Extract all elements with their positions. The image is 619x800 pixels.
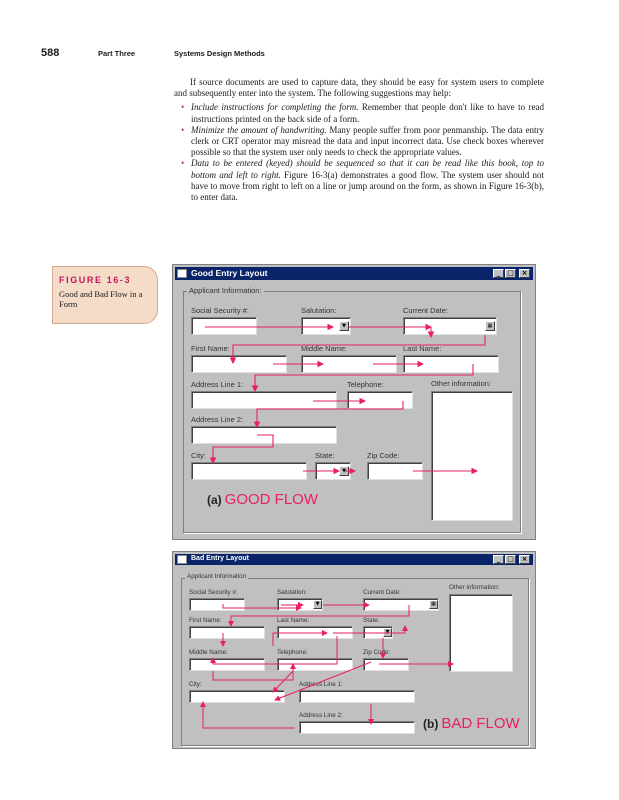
intro-paragraph: If source documents are used to capture data, they should be easy for system users to complete and subsequently enter into the system. The following suggestions may help: bbox=[174, 77, 544, 99]
page-number: 588 bbox=[41, 47, 60, 59]
address-line1-field[interactable] bbox=[299, 690, 415, 703]
good-flow-text: GOOD FLOW bbox=[224, 491, 319, 508]
bad-entry-window bbox=[172, 551, 536, 749]
salutation-dropdown-icon[interactable]: ▼ bbox=[339, 321, 349, 331]
app-icon bbox=[177, 555, 187, 564]
state-label: State: bbox=[315, 451, 335, 460]
ssn-label: Social Security #: bbox=[191, 306, 249, 315]
zip-code-label: Zip Code: bbox=[363, 649, 391, 656]
calendar-icon[interactable]: ▦ bbox=[429, 600, 438, 609]
bullet-text: Many people suffer from poor penmanship. The data entry clerk or CRT operator may misread the data and input incorrect data. Use check boxes wherever possible so that the system user only needs to check the appropriate values. bbox=[191, 124, 545, 158]
ssn-field[interactable] bbox=[189, 598, 245, 611]
good-window-titlebar bbox=[175, 267, 533, 280]
salutation-label: Salutation: bbox=[301, 306, 337, 315]
bad-window-titlebar bbox=[175, 554, 533, 565]
address-line2-field[interactable] bbox=[191, 426, 337, 444]
bullet-text: Remember that people don't like to have to read instructions printed on the back side of a form. bbox=[191, 102, 544, 124]
state-dropdown-icon[interactable]: ▼ bbox=[339, 466, 349, 476]
city-label: City: bbox=[191, 451, 206, 460]
first-name-label: First Name: bbox=[191, 344, 230, 353]
ssn-label: Social Security #: bbox=[189, 589, 238, 596]
address-line1-label: Address Line 1: bbox=[299, 681, 343, 688]
last-name-label: Last Name: bbox=[277, 617, 310, 624]
figure-caption: Good and Bad Flow in a Form bbox=[59, 289, 143, 309]
bad-flow-label bbox=[423, 715, 520, 732]
maximize-icon[interactable]: □ bbox=[505, 555, 516, 564]
address-line2-label: Address Line 2: bbox=[191, 415, 244, 424]
state-label: State: bbox=[363, 617, 380, 624]
minimize-icon[interactable]: _ bbox=[493, 555, 504, 564]
last-name-label: Last Name: bbox=[403, 344, 442, 353]
city-field[interactable] bbox=[191, 462, 307, 480]
last-name-field[interactable] bbox=[403, 355, 499, 373]
bullet-item bbox=[191, 125, 544, 159]
current-date-label: Current Date: bbox=[363, 589, 401, 596]
bullet-item bbox=[191, 158, 544, 203]
salutation-label: Salutation: bbox=[277, 589, 307, 596]
good-flow-label bbox=[207, 491, 318, 508]
address-line1-field[interactable] bbox=[191, 391, 337, 409]
address-line2-label: Address Line 2: bbox=[299, 712, 343, 719]
other-info-label: Other information: bbox=[449, 584, 500, 591]
zip-code-field[interactable] bbox=[363, 658, 409, 671]
calendar-icon[interactable]: ▦ bbox=[485, 321, 495, 331]
telephone-label: Telephone: bbox=[347, 380, 384, 389]
close-icon[interactable]: × bbox=[519, 269, 530, 278]
app-icon bbox=[177, 269, 187, 278]
state-dropdown-icon[interactable]: ▼ bbox=[383, 628, 392, 637]
good-group-label: Applicant Information: bbox=[189, 286, 262, 295]
city-field[interactable] bbox=[189, 690, 285, 703]
telephone-label: Telephone: bbox=[277, 649, 308, 656]
minimize-icon[interactable]: _ bbox=[493, 269, 504, 278]
other-info-textarea[interactable] bbox=[431, 391, 513, 521]
zip-code-field[interactable] bbox=[367, 462, 423, 480]
other-info-label: Other information: bbox=[431, 379, 492, 388]
bullet-lead: Data to be entered (keyed) should be sequenced so that it can be read like this book, top to bottom and left to right. bbox=[191, 158, 544, 180]
bad-flow-letter: (b) bbox=[423, 717, 439, 731]
current-date-field[interactable] bbox=[403, 317, 497, 335]
bad-group-label: Applicant Information bbox=[187, 573, 247, 580]
running-head-part: Part Three bbox=[98, 49, 136, 58]
city-label: City: bbox=[189, 681, 202, 688]
current-date-label: Current Date: bbox=[403, 306, 449, 315]
last-name-field[interactable] bbox=[277, 626, 353, 639]
zip-code-label: Zip Code: bbox=[367, 451, 400, 460]
running-head-title: Systems Design Methods bbox=[174, 49, 265, 58]
figure-label-box bbox=[52, 266, 158, 324]
bullet-item bbox=[191, 102, 544, 124]
address-line2-field[interactable] bbox=[299, 721, 415, 734]
bullet-text: Figure 16-3(a) demonstrates a good flow. The system user should not have to move from right to left on a line or jump around on the form, as shown in Figure 16-3(b), to enter data. bbox=[191, 169, 544, 203]
telephone-field[interactable] bbox=[277, 658, 353, 671]
good-flow-letter: (a) bbox=[207, 493, 222, 507]
middle-name-field[interactable] bbox=[189, 658, 265, 671]
first-name-label: First Name: bbox=[189, 617, 222, 624]
current-date-field[interactable] bbox=[363, 598, 439, 611]
good-entry-window bbox=[172, 264, 536, 540]
maximize-icon[interactable]: □ bbox=[505, 269, 516, 278]
body-text bbox=[174, 77, 544, 203]
bad-window-title: Bad Entry Layout bbox=[191, 555, 249, 562]
middle-name-label: Middle Name: bbox=[189, 649, 228, 656]
middle-name-field[interactable] bbox=[301, 355, 397, 373]
first-name-field[interactable] bbox=[191, 355, 287, 373]
figure-title: FIGURE 16-3 bbox=[59, 275, 132, 285]
good-window-title: Good Entry Layout bbox=[191, 268, 268, 278]
telephone-field[interactable] bbox=[347, 391, 413, 409]
salutation-dropdown-icon[interactable]: ▼ bbox=[313, 600, 322, 609]
bad-flow-text: BAD FLOW bbox=[441, 715, 520, 732]
first-name-field[interactable] bbox=[189, 626, 265, 639]
bullet-list bbox=[174, 102, 544, 203]
middle-name-label: Middle Name: bbox=[301, 344, 348, 353]
bullet-lead: Minimize the amount of handwriting. bbox=[191, 124, 327, 135]
address-line1-label: Address Line 1: bbox=[191, 380, 244, 389]
close-icon[interactable]: × bbox=[519, 555, 530, 564]
ssn-field[interactable] bbox=[191, 317, 257, 335]
other-info-textarea[interactable] bbox=[449, 594, 513, 672]
bullet-lead: Include instructions for completing the form. bbox=[191, 102, 359, 113]
